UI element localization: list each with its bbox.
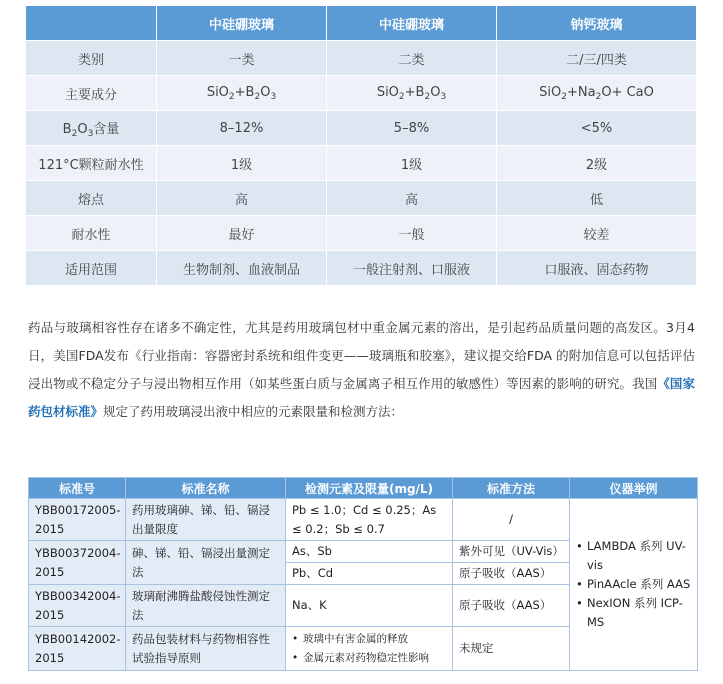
header-instruments: 仪器举例 [570, 478, 698, 499]
element-limits: Pb ≤ 1.0；Cd ≤ 0.25；As ≤ 0.2；Sb ≤ 0.7 [286, 499, 453, 541]
header-glass-type-2: 中硅硼玻璃 [327, 6, 497, 40]
row-label: 耐水性 [26, 215, 157, 250]
element-limits: Pb、Cd [286, 563, 453, 585]
table-header-row [29, 478, 698, 499]
instrument-item: • LAMBDA 系列 UV-vis [576, 537, 691, 575]
header-elements-limits: 检测元素及限量(mg/L) [286, 478, 453, 499]
element-item: • 金属元素对药物稳定性影响 [292, 649, 446, 668]
standard-name: 砷、锑、铅、镉浸出量测定法 [126, 541, 286, 585]
standard-name: 药用玻璃砷、锑、铅、镉浸出量限度 [126, 499, 286, 541]
element-limits [286, 627, 453, 671]
instrument-list [570, 499, 698, 671]
table-cell: 8–12% [157, 110, 327, 145]
table-row [26, 215, 696, 250]
element-limits: As、Sb [286, 541, 453, 563]
glass-comparison-table [26, 6, 696, 285]
header-method: 标准方法 [453, 478, 570, 499]
element-limits: Na、K [286, 585, 453, 627]
table-row [26, 40, 696, 75]
table-cell: 5–8% [327, 110, 497, 145]
instrument-item: • NexION 系列 ICP-MS [576, 594, 691, 632]
table-row [26, 180, 696, 215]
header-glass-type-1: 中硅硼玻璃 [157, 6, 327, 40]
table-cell: 较差 [497, 215, 696, 250]
table-cell: 高 [327, 180, 497, 215]
table-row [26, 75, 696, 110]
row-label: 类别 [26, 40, 157, 75]
header-standard-name: 标准名称 [126, 478, 286, 499]
table-cell: 2级 [497, 145, 696, 180]
row-label: 熔点 [26, 180, 157, 215]
standard-name: 玻璃耐沸腾盐酸侵蚀性测定法 [126, 585, 286, 627]
table-row [26, 145, 696, 180]
method: 原子吸收（AAS） [453, 585, 570, 627]
standard-number: YBB00142002-2015 [29, 627, 126, 671]
paragraph-text: 药品与玻璃相容性存在诸多不确定性，尤其是药用玻璃包材中重金属元素的溶出，是引起药品质量问题的高发区。3月4日，美国FDA发布《行业指南：容器密封系统和组件变更——玻璃瓶和胶塞》，建议提交给FDA 的附加信息可以包括评估浸出物或不稳定分子与浸出物相互作用（如某些蛋白质与金属离子相互作用的敏感性）等因素的影响的研究。我国 [28, 320, 695, 391]
table-cell: 二类 [327, 40, 497, 75]
standard-number: YBB00342004-2015 [29, 585, 126, 627]
table-cell: 低 [497, 180, 696, 215]
table-cell: 高 [157, 180, 327, 215]
table-cell: 生物制剂、血液制品 [157, 250, 327, 285]
header-blank [26, 6, 157, 40]
table-cell: 1级 [157, 145, 327, 180]
row-label: 121°C颗粒耐水性 [26, 145, 157, 180]
element-item: • 玻璃中有害金属的释放 [292, 630, 446, 649]
table-cell: 1级 [327, 145, 497, 180]
table-cell: $SiO_2+B_2O_3$ [327, 75, 497, 110]
method: 未规定 [453, 627, 570, 671]
table-header-row [26, 6, 696, 40]
paragraph-text: 规定了药用玻璃浸出液中相应的元素限量和检测方法： [103, 404, 404, 419]
standard-number: YBB00372004-2015 [29, 541, 126, 585]
body-paragraph [28, 314, 695, 426]
table-row [26, 110, 696, 145]
standard-name: 药品包装材料与药物相容性试验指导原则 [126, 627, 286, 671]
method: 紫外可见（UV-Vis） [453, 541, 570, 563]
method: / [453, 499, 570, 541]
standards-table [28, 477, 698, 671]
header-standard-number: 标准号 [29, 478, 126, 499]
table-cell: 二/三/四类 [497, 40, 696, 75]
table-row [29, 499, 698, 541]
row-label: $B_2O_3$含量 [26, 110, 157, 145]
table-cell: $SiO_2+B_2O_3$ [157, 75, 327, 110]
standard-link-text[interactable]: 《国家药包材标准》 [28, 376, 695, 419]
table-cell: 一般注射剂、口服液 [327, 250, 497, 285]
row-label: 适用范围 [26, 250, 157, 285]
header-glass-type-3: 钠钙玻璃 [497, 6, 696, 40]
table-cell: 一般 [327, 215, 497, 250]
row-label: 主要成分 [26, 75, 157, 110]
table-cell: 一类 [157, 40, 327, 75]
method: 原子吸收（AAS） [453, 563, 570, 585]
instrument-item: • PinAAcle 系列 AAS [576, 575, 691, 594]
table-cell: 最好 [157, 215, 327, 250]
table-cell: 口服液、固态药物 [497, 250, 696, 285]
table-row [26, 250, 696, 285]
standard-number: YBB00172005-2015 [29, 499, 126, 541]
table-cell: <5% [497, 110, 696, 145]
table-cell: $SiO_2+Na_2O+$ CaO [497, 75, 696, 110]
